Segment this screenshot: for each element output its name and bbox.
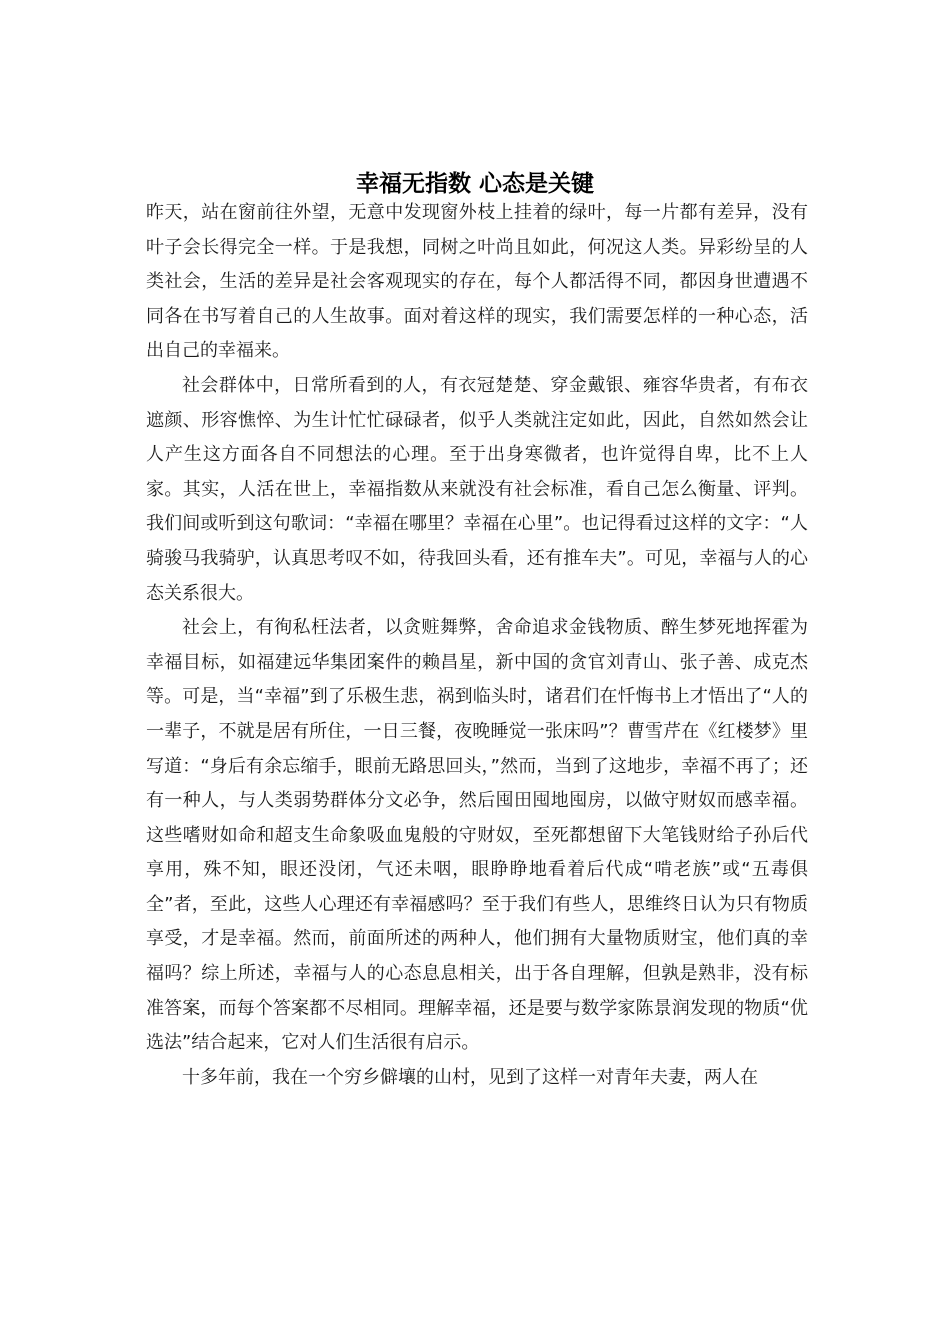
document-body bbox=[146, 196, 808, 1095]
document-title: 幸福无指数 心态是关键 bbox=[355, 171, 594, 198]
paragraph-4: 十多年前，我在一个穷乡僻壤的山村，见到了这样一对青年夫妻，两人在 bbox=[182, 1066, 758, 1088]
paragraph-1: 昨天，站在窗前往外望，无意中发现窗外枝上挂着的绿叶，每一片都有差异，没有叶子会长得完全一样。于是我想，同树之叶尚且如此，何况这人类。异彩纷呈的人类社会，生活的差异是社会客观现实的存在，每个人都活得不同，都因身世遭遇不同各在书写着自己的人生故事。面对着这样的现实，我们需要怎样的一种心态，活出自己的幸福来。 bbox=[146, 202, 808, 362]
paragraph-3: 社会上，有徇私枉法者，以贪赃舞弊，舍命追求金钱物质、醉生梦死地挥霍为幸福目标，如福建远华集团案件的赖昌星，新中国的贪官刘青山、张子善、成克杰等。可是，当“幸福”到了乐极生悲，祸到临头时，诸君们在忏悔书上才悟出了“人的一辈子，不就是居有所住，一日三餐，夜晚睡觉一张床吗”？曹雪芹在《红楼梦》里写道：“身后有余忘缩手，眼前无路思回头，”然而，当到了这地步，幸福不再了；还有一种人，与人类弱势群体分文必争，然后囤田囤地囤房，以做守财奴而感幸福。这些嗜财如命和超支生命象吸血鬼般的守财奴，至死都想留下大笔钱财给子孙后代享用，殊不知，眼还没闭，气还未咽，眼睁睁地看着后代成“啃老族”或“五毒俱全”者，至此，这些人心理还有幸福感吗？至于我们有些人，思维终日认为只有物质享受，才是幸福。然而，前面所述的两种人，他们拥有大量物质财宝，他们真的幸福吗？综上所述，幸福与人的心态息息相关，出于各自理解，但孰是熟非，没有标准答案，而每个答案都不尽相同。理解幸福，还是要与数学家陈景润发现的物质“优选法”结合起来，它对人们生活很有启示。 bbox=[146, 617, 808, 1054]
paragraph-2: 社会群体中，日常所看到的人，有衣冠楚楚、穿金戴银、雍容华贵者，有布衣遮颜、形容憔悴、为生计忙忙碌碌者，似乎人类就注定如此，因此，自然如然会让人产生这方面各自不同想法的心理。至于出身寒微者，也许觉得自卑，比不上人家。其实，人活在世上，幸福指数从来就没有社会标准，看自己怎么衡量、评判。我们间或听到这句歌词：“幸福在哪里？幸福在心里”。也记得看过这样的文字：“人骑骏马我骑驴，认真思考叹不如，待我回头看，还有推车夫”。可见，幸福与人的心态关系很大。 bbox=[146, 374, 808, 604]
